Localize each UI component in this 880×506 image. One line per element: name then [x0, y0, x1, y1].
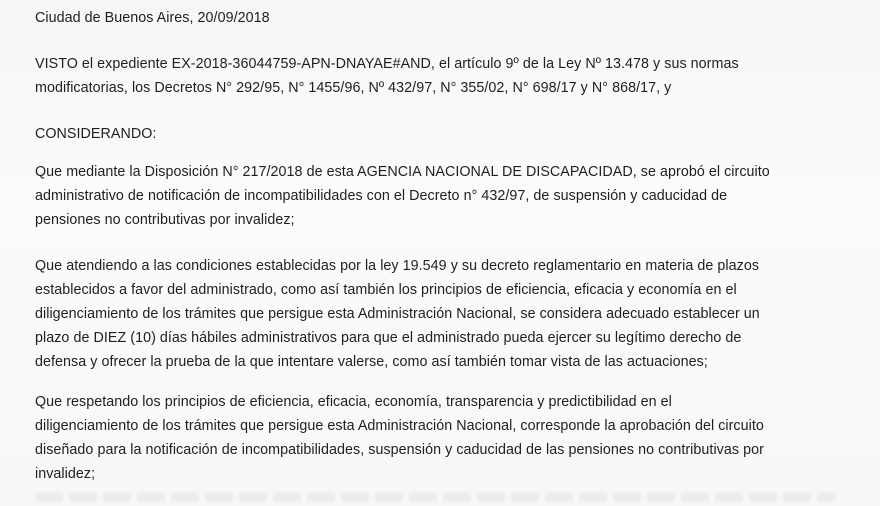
paragraph-line: invalidez; [35, 466, 96, 482]
paragraph-line: Que respetando los principios de eficiencia, eficacia, economía, transparencia y predictibilidad en el [35, 394, 672, 410]
paragraph-line: diligenciamiento de los trámites que persigue esta Administración Nacional, corresponde la aprobación del circuito [35, 418, 764, 434]
visto-line: VISTO el expediente EX-2018-36044759-APN-DNAYAE#AND, el artículo 9º de la Ley Nº 13.478 y sus normas [35, 56, 739, 72]
paragraph-line: Que atendiendo a las condiciones establecidas por la ley 19.549 y su decreto reglamentario en materia de plazos [35, 258, 760, 274]
cut-off-text-line [35, 492, 835, 502]
visto-line: modificatorias, los Decretos N° 292/95, N° 1455/96, Nº 432/97, N° 355/02, N° 698/17 y N° 868/17, y [35, 80, 672, 96]
considerando-heading: CONSIDERANDO: [35, 126, 157, 142]
paragraph-line: diseñado para la notificación de incompatibilidades, suspensión y caducidad de las pensiones no contributivas por [35, 442, 764, 458]
place-date: Ciudad de Buenos Aires, 20/09/2018 [35, 10, 270, 26]
paragraph-line: Que mediante la Disposición N° 217/2018 de esta AGENCIA NACIONAL DE DISCAPACIDAD, se aprobó el circuito [35, 164, 770, 180]
paragraph-line: administrativo de notificación de incompatibilidades con el Decreto n° 432/97, de suspensión y caducidad de [35, 188, 728, 204]
paragraph-line: diligenciamiento de los trámites que persigue esta Administración Nacional, se considera adecuado establecer un [35, 306, 760, 322]
paragraph-line: establecidos a favor del administrado, como así también los principios de eficiencia, eficacia y economía en el [35, 282, 737, 298]
paragraph-line: defensa y ofrecer la prueba de la que intentare valerse, como así también tomar vista de las actuaciones; [35, 354, 708, 370]
paragraph-line: plazo de DIEZ (10) días hábiles administrativos para que el administrado pueda ejercer su legítimo derecho de [35, 330, 742, 346]
paragraph-line: pensiones no contributivas por invalidez; [35, 212, 295, 228]
